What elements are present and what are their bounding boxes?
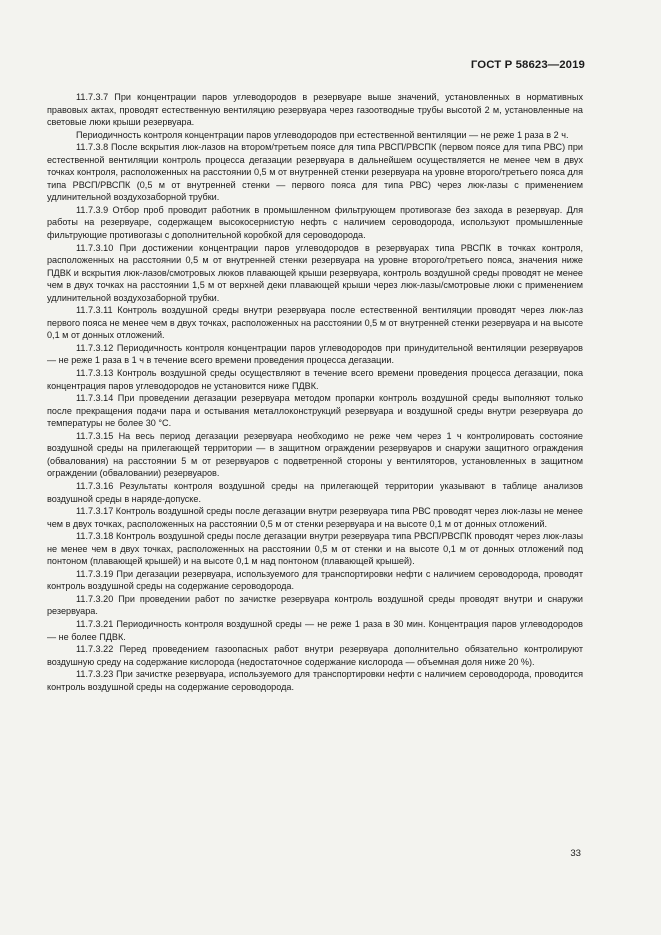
paragraph-11-7-3-20: 11.7.3.20 При проведении работ по зачистке резервуара контроль воздушной среды проводят внутри и снаружи резервуара.	[47, 593, 583, 617]
paragraph-11-7-3-15: 11.7.3.15 На весь период дегазации резервуара необходимо не реже чем через 1 ч контролировать состояние воздушной среды на прилегающей территории — в защитном ограждении резервуаров и снаружи защитного ограждения (обвалования) на расстоянии 5 м от резервуаров с подветренной стороны у вентиляторов, установленных в защитном ограждении (обваловании) резервуаров.	[47, 430, 583, 479]
paragraph-11-7-3-22: 11.7.3.22 Перед проведением газоопасных работ внутри резервуара дополнительно обязательно контролируют воздушную среду на содержание кислорода (недостаточное содержание кислорода — объемная доля ниже 20 %).	[47, 644, 583, 667]
document-body	[47, 91, 583, 693]
standard-header: ГОСТ Р 58623—2019	[470, 59, 585, 71]
paragraph-ventilation-frequency: Периодичность контроля концентрации паров углеводородов при естественной вентиляции — не реже 1 раза в 2 ч.	[76, 129, 569, 140]
paragraph-11-7-3-12: 11.7.3.12 Периодичность контроля концентрации паров углеводородов при принудительной вентиляции резервуаров — не реже 1 раза в 1 ч в течение всего времени проведения процесса дегазации.	[47, 342, 583, 366]
paragraph-11-7-3-18: 11.7.3.18 Контроль воздушной среды после дегазации внутри резервуара типа РВСП/РВСПК проводят через люк-лазы не менее чем в двух точках, расположенных на расстоянии 0,5 м от стенки и на высоте 0,1 м от донных отложений под понтоном (плавающей крышей) и на высоте 0,1 м над понтоном (плавающей крышей).	[47, 531, 583, 567]
paragraph-11-7-3-17: 11.7.3.17 Контроль воздушной среды после дегазации внутри резервуара типа РВС проводят через люк-лазы не менее чем в двух точках, расположенных на расстоянии 0,5 м от стенки резервуара и на высоте 0,1 м от донных отложений.	[47, 506, 583, 529]
paragraph-11-7-3-11: 11.7.3.11 Контроль воздушной среды внутри резервуара после естественной вентиляции проводят через люк-лаз первого пояса не менее чем в двух точках, расположенных на расстоянии 0,5 м от внутренней стенки резервуара и на высоте 0,1 м от донных отложений.	[47, 305, 583, 341]
paragraph-11-7-3-9: 11.7.3.9 Отбор проб проводит работник в промышленном фильтрующем противогазе без захода в резервуар. Для работы на резервуаре, содержащем высокосернистую нефть с наличием сероводорода, используют промышленные фильтрующие противогазы с дополнительной коробкой для сероводорода.	[47, 204, 583, 241]
page-number: 33	[570, 848, 581, 859]
paragraph-11-7-3-8: 11.7.3.8 После вскрытия люк-лазов на втором/третьем поясе для типа РВСП/РВСПК (первом поясе для типа РВС) при естественной вентиляции контроль процесса дегазации резервуара в дальнейшем осуществляется не менее чем в двух точках контроля, расположенных на расстоянии 0,5 м от внутренней стенки резервуара на уровне второго/третьего пояса для типа РВСП/РВСПК (0,5 м от внутренней стенки — первого пояса для типа РВС) через люк-лазы с применением удлинительной воздухозаборной трубки.	[47, 142, 583, 203]
paragraph-11-7-3-7: 11.7.3.7 При концентрации паров углеводородов в резервуаре выше значений, установленных в нормативных правовых актах, проводят естественную вентиляцию резервуара через газоотводные трубы высотой 2 м, установленные на световые люки крыши резервуара.	[47, 92, 583, 128]
paragraph-11-7-3-13: 11.7.3.13 Контроль воздушной среды осуществляют в течение всего времени проведения процесса дегазации, пока концентрация паров углеводородов не установится ниже ПДВК.	[47, 368, 583, 391]
paragraph-11-7-3-10: 11.7.3.10 При достижении концентрации паров углеводородов в резервуарах типа РВСПК в точках контроля, расположенных на расстоянии 0,5 м от внутренней стенки резервуара на уровне второго/третьего пояса, значения ниже ПДВК и вскрытия люк-лазов/смотровых люков плавающей крыши резервуара, контроль воздушной среды проводят не менее чем в двух точках на расстоянии 1,5 м от верхней деки плавающей крыши через люк-лазы/смотровые люки с применением удлинительной воздухозаборной трубки.	[47, 242, 583, 303]
paragraph-11-7-3-16: 11.7.3.16 Результаты контроля воздушной среды на прилегающей территории указывают в таблице анализов воздушной среды в наряде-допуске.	[47, 480, 583, 504]
paragraph-11-7-3-19: 11.7.3.19 При дегазации резервуара, используемого для транспортировки нефти с наличием сероводорода, проводят контроль воздушной среды на содержание сероводорода.	[47, 568, 583, 592]
paragraph-11-7-3-14: 11.7.3.14 При проведении дегазации резервуара методом пропарки контроль воздушной среды выполняют только после прекращения подачи пара и остывания металлоконструкций резервуара и воздушной среды внутри резервуара до температуры не более 30 °С.	[47, 393, 583, 429]
paragraph-11-7-3-21: 11.7.3.21 Периодичность контроля воздушной среды — не реже 1 раза в 30 мин. Концентрация паров углеводородов — не более ПДВК.	[47, 618, 583, 642]
paragraph-11-7-3-23: 11.7.3.23 При зачистке резервуара, используемого для транспортировки нефти с наличием сероводорода, проводится контроль воздушной среды на содержание сероводорода.	[47, 669, 583, 692]
